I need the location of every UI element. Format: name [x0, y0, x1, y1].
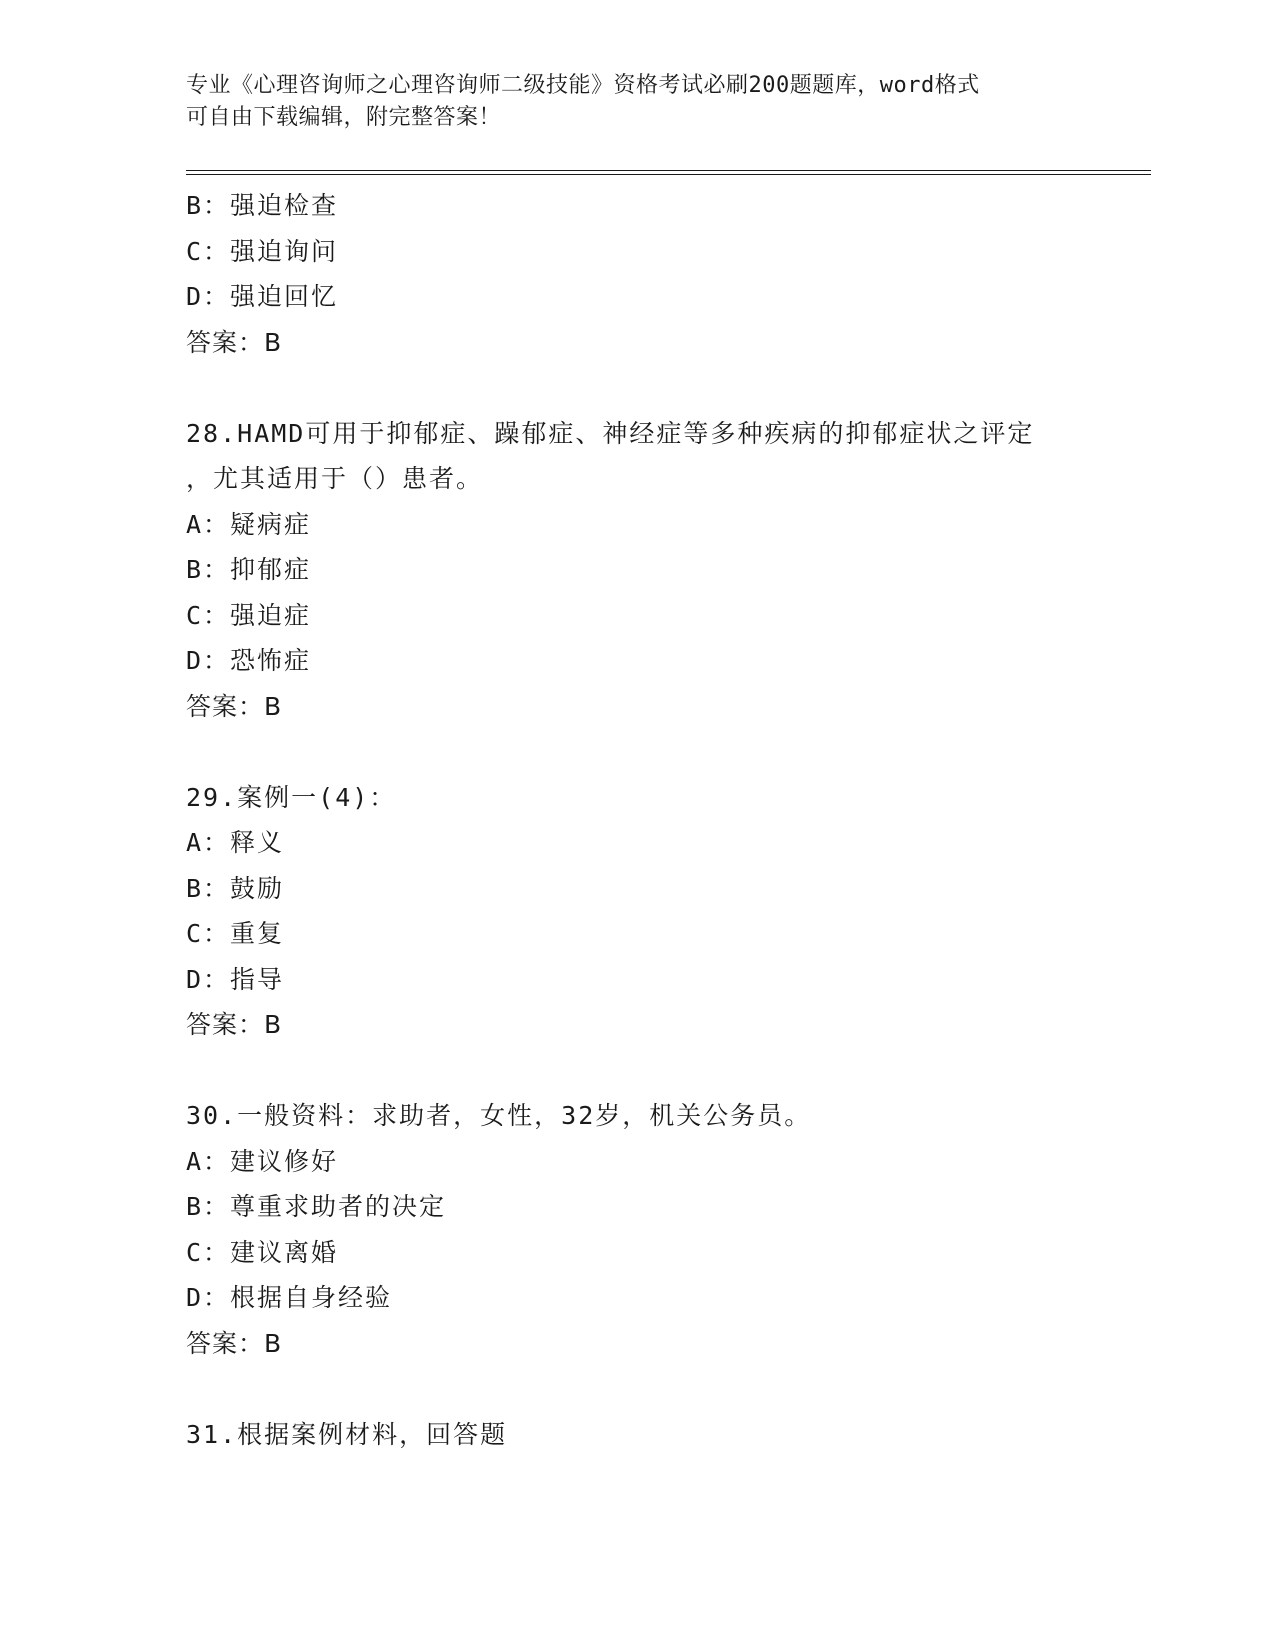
question-text: 28.HAMD可用于抑郁症、躁郁症、神经症等多种疾病的抑郁症状之评定 — [186, 418, 1035, 448]
spacer — [186, 1366, 1151, 1412]
option-a: A：释义 — [186, 828, 285, 857]
option-c: C：强迫询问 — [186, 236, 339, 266]
question-28 — [186, 411, 1151, 730]
header-line-2: 可自由下载编辑，附完整答案！ — [186, 105, 502, 130]
document-header — [186, 70, 1066, 134]
option-d: D：根据自身经验 — [186, 1283, 393, 1312]
answer: 答案：B — [186, 691, 283, 721]
option-b: B：抑郁症 — [186, 555, 312, 584]
question-31 — [186, 1412, 1151, 1458]
option-d: D：恐怖症 — [186, 646, 312, 675]
option-b: B：强迫检查 — [186, 191, 339, 220]
spacer — [186, 1048, 1151, 1094]
answer: 答案：B — [186, 327, 283, 357]
document-page — [186, 70, 1151, 1457]
option-d: D：指导 — [186, 964, 285, 994]
question-text: 29.案例一(4)： — [186, 782, 397, 812]
question-text-continued: ，尤其适用于（）患者。 — [186, 464, 484, 493]
question-27 — [186, 183, 1151, 365]
question-29 — [186, 775, 1151, 1048]
option-a: A：建议修好 — [186, 1146, 339, 1176]
header-line-1: 专业《心理咨询师之心理咨询师二级技能》资格考试必刷200题题库，word格式 — [186, 73, 980, 98]
option-c: C：建议离婚 — [186, 1237, 339, 1267]
spacer — [186, 729, 1151, 775]
question-text: 31.根据案例材料，回答题 — [186, 1419, 508, 1449]
option-b: B：尊重求助者的决定 — [186, 1192, 447, 1221]
answer: 答案：B — [186, 1010, 283, 1039]
option-d: D：强迫回忆 — [186, 282, 339, 311]
answer: 答案：B — [186, 1328, 283, 1358]
option-a: A：疑病症 — [186, 509, 312, 539]
spacer — [186, 365, 1151, 411]
option-b: B：鼓励 — [186, 873, 285, 903]
question-30 — [186, 1093, 1151, 1366]
option-c: C：重复 — [186, 919, 285, 948]
option-c: C：强迫症 — [186, 600, 312, 630]
question-list — [186, 183, 1151, 1457]
header-divider — [186, 170, 1151, 175]
question-text: 30.一般资料：求助者，女性，32岁，机关公务员。 — [186, 1101, 812, 1130]
